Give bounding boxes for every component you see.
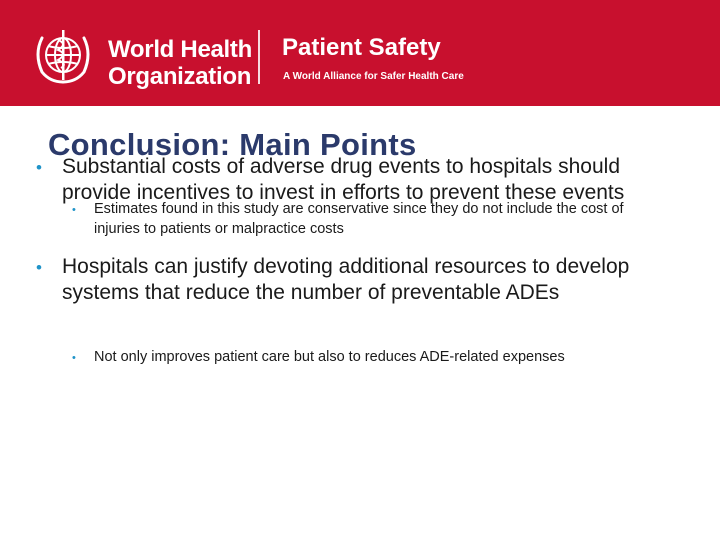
program-name: Patient Safety bbox=[282, 34, 441, 61]
bullet-dot-icon: • bbox=[72, 204, 76, 216]
bullet-text: Substantial costs of adverse drug events to hospitals should provide incentives to invest in efforts to prevent these events bbox=[62, 155, 625, 204]
organization-name bbox=[108, 36, 252, 90]
sub-bullet-item bbox=[72, 347, 672, 367]
program-tagline: A World Alliance for Safer Health Care bbox=[283, 71, 464, 82]
header-banner bbox=[0, 0, 720, 106]
who-emblem-icon bbox=[28, 24, 98, 86]
sub-bullet-item bbox=[72, 199, 672, 239]
bullet-item bbox=[36, 254, 686, 306]
org-name-line1: World Health bbox=[108, 36, 252, 63]
bullet-text: Hospitals can justify devoting additional resources to develop systems that reduce the number of preventable ADEs bbox=[62, 255, 630, 304]
bullet-dot-icon: • bbox=[36, 258, 42, 277]
bullet-dot-icon: • bbox=[36, 158, 42, 177]
slide-title: Conclusion: Main Points bbox=[48, 127, 417, 162]
org-name-line2: Organization bbox=[108, 63, 252, 90]
bullet-text: Not only improves patient care but also to reduces ADE-related expenses bbox=[94, 349, 565, 365]
bullet-text: Estimates found in this study are conservative since they do not include the cost of injuries to patients or malpractice costs bbox=[94, 201, 624, 237]
bullet-dot-icon: • bbox=[72, 352, 76, 364]
header-divider bbox=[258, 30, 260, 84]
